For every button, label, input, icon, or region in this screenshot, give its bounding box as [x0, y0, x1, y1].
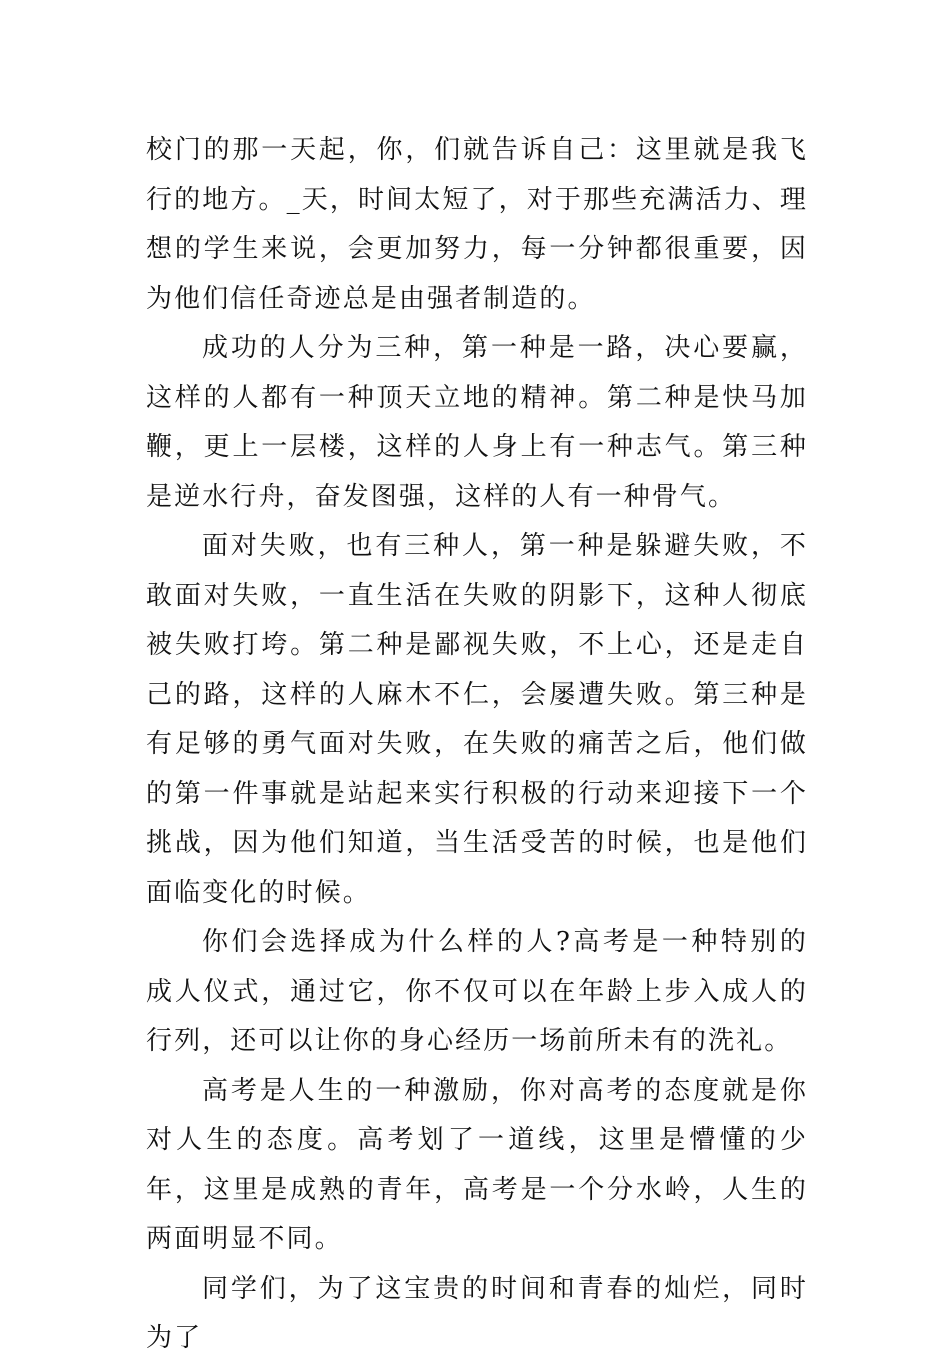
paragraph-6: 同学们，为了这宝贵的时间和青春的灿烂，同时为了 [146, 1273, 808, 1353]
paragraph-4: 你们会选择成为什么样的人?高考是一种特别的成人仪式，通过它，你不仅可以在年龄上步入成人的行列，还可以让你的身心经历一场前所未有的洗礼。 [146, 927, 808, 1056]
paragraph-1: 校门的那一天起，你，们就告诉自己：这里就是我飞行的地方。_天，时间太短了，对于那些充满活力、理想的学生来说，会更加努力，每一分钟都很重要，因为他们信任奇迹总是由强者制造的。 [146, 135, 808, 314]
document-body [146, 126, 808, 1364]
paragraph-5: 高考是人生的一种激励，你对高考的态度就是你对人生的态度。高考划了一道线，这里是懵懂的少年，这里是成熟的青年，高考是一个分水岭，人生的两面明显不同。 [146, 1075, 808, 1254]
paragraph-2: 成功的人分为三种，第一种是一路，决心要赢，这样的人都有一种顶天立地的精神。第二种是快马加鞭，更上一层楼，这样的人身上有一种志气。第三种是逆水行舟，奋发图强，这样的人有一种骨气。 [146, 333, 808, 512]
paragraph-3: 面对失败，也有三种人，第一种是躲避失败，不敢面对失败，一直生活在失败的阴影下，这种人彻底被失败打垮。第二种是鄙视失败，不上心，还是走自己的路，这样的人麻木不仁，会屡遭失败。第三种是有足够的勇气面对失败，在失败的痛苦之后，他们做的第一件事就是站起来实行积极的行动来迎接下一个挑战，因为他们知道，当生活受苦的时候，也是他们面临变化的时候。 [146, 531, 808, 908]
